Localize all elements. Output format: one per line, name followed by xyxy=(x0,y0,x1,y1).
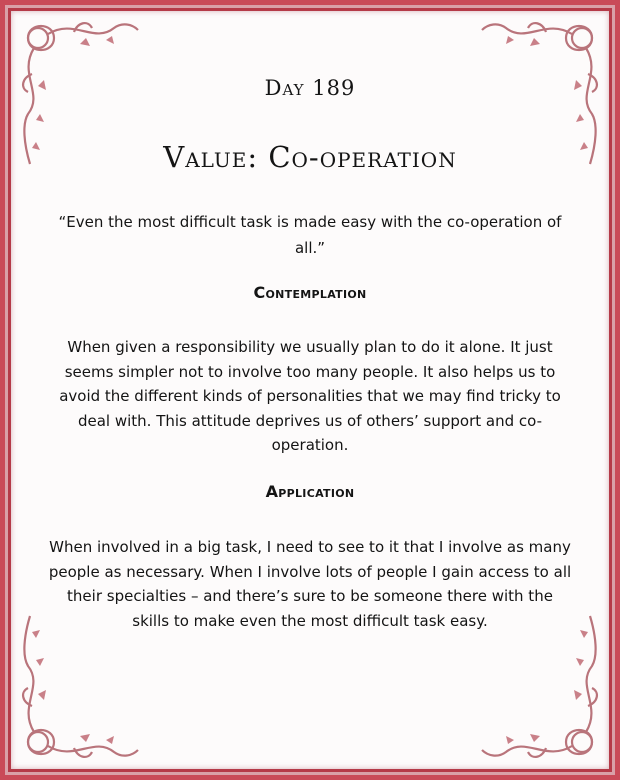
application-text: When involved in a big task, I need to see to it that I involve as many people as necessary. When I involve lots of people I gain access to all their specialties – and there’s sure to be someone there with the skills to make even the most difficult task easy. xyxy=(48,538,572,630)
contemplation-text: When given a responsibility we usually plan to do it alone. It just seems simpler not to involve too many people. It also helps us to avoid the different kinds of personalities that we may find tricky to deal with. This attitude deprives us of others’ support and co-operation. xyxy=(59,338,561,454)
quote-text: “Even the most difficult task is made easy with the co-operation of all.” xyxy=(58,213,562,257)
application-heading: Application xyxy=(265,482,355,501)
value-title: Value: Co-operation xyxy=(163,140,457,174)
contemplation-heading: Contemplation xyxy=(253,283,367,302)
day-title: Day 189 xyxy=(264,76,356,100)
